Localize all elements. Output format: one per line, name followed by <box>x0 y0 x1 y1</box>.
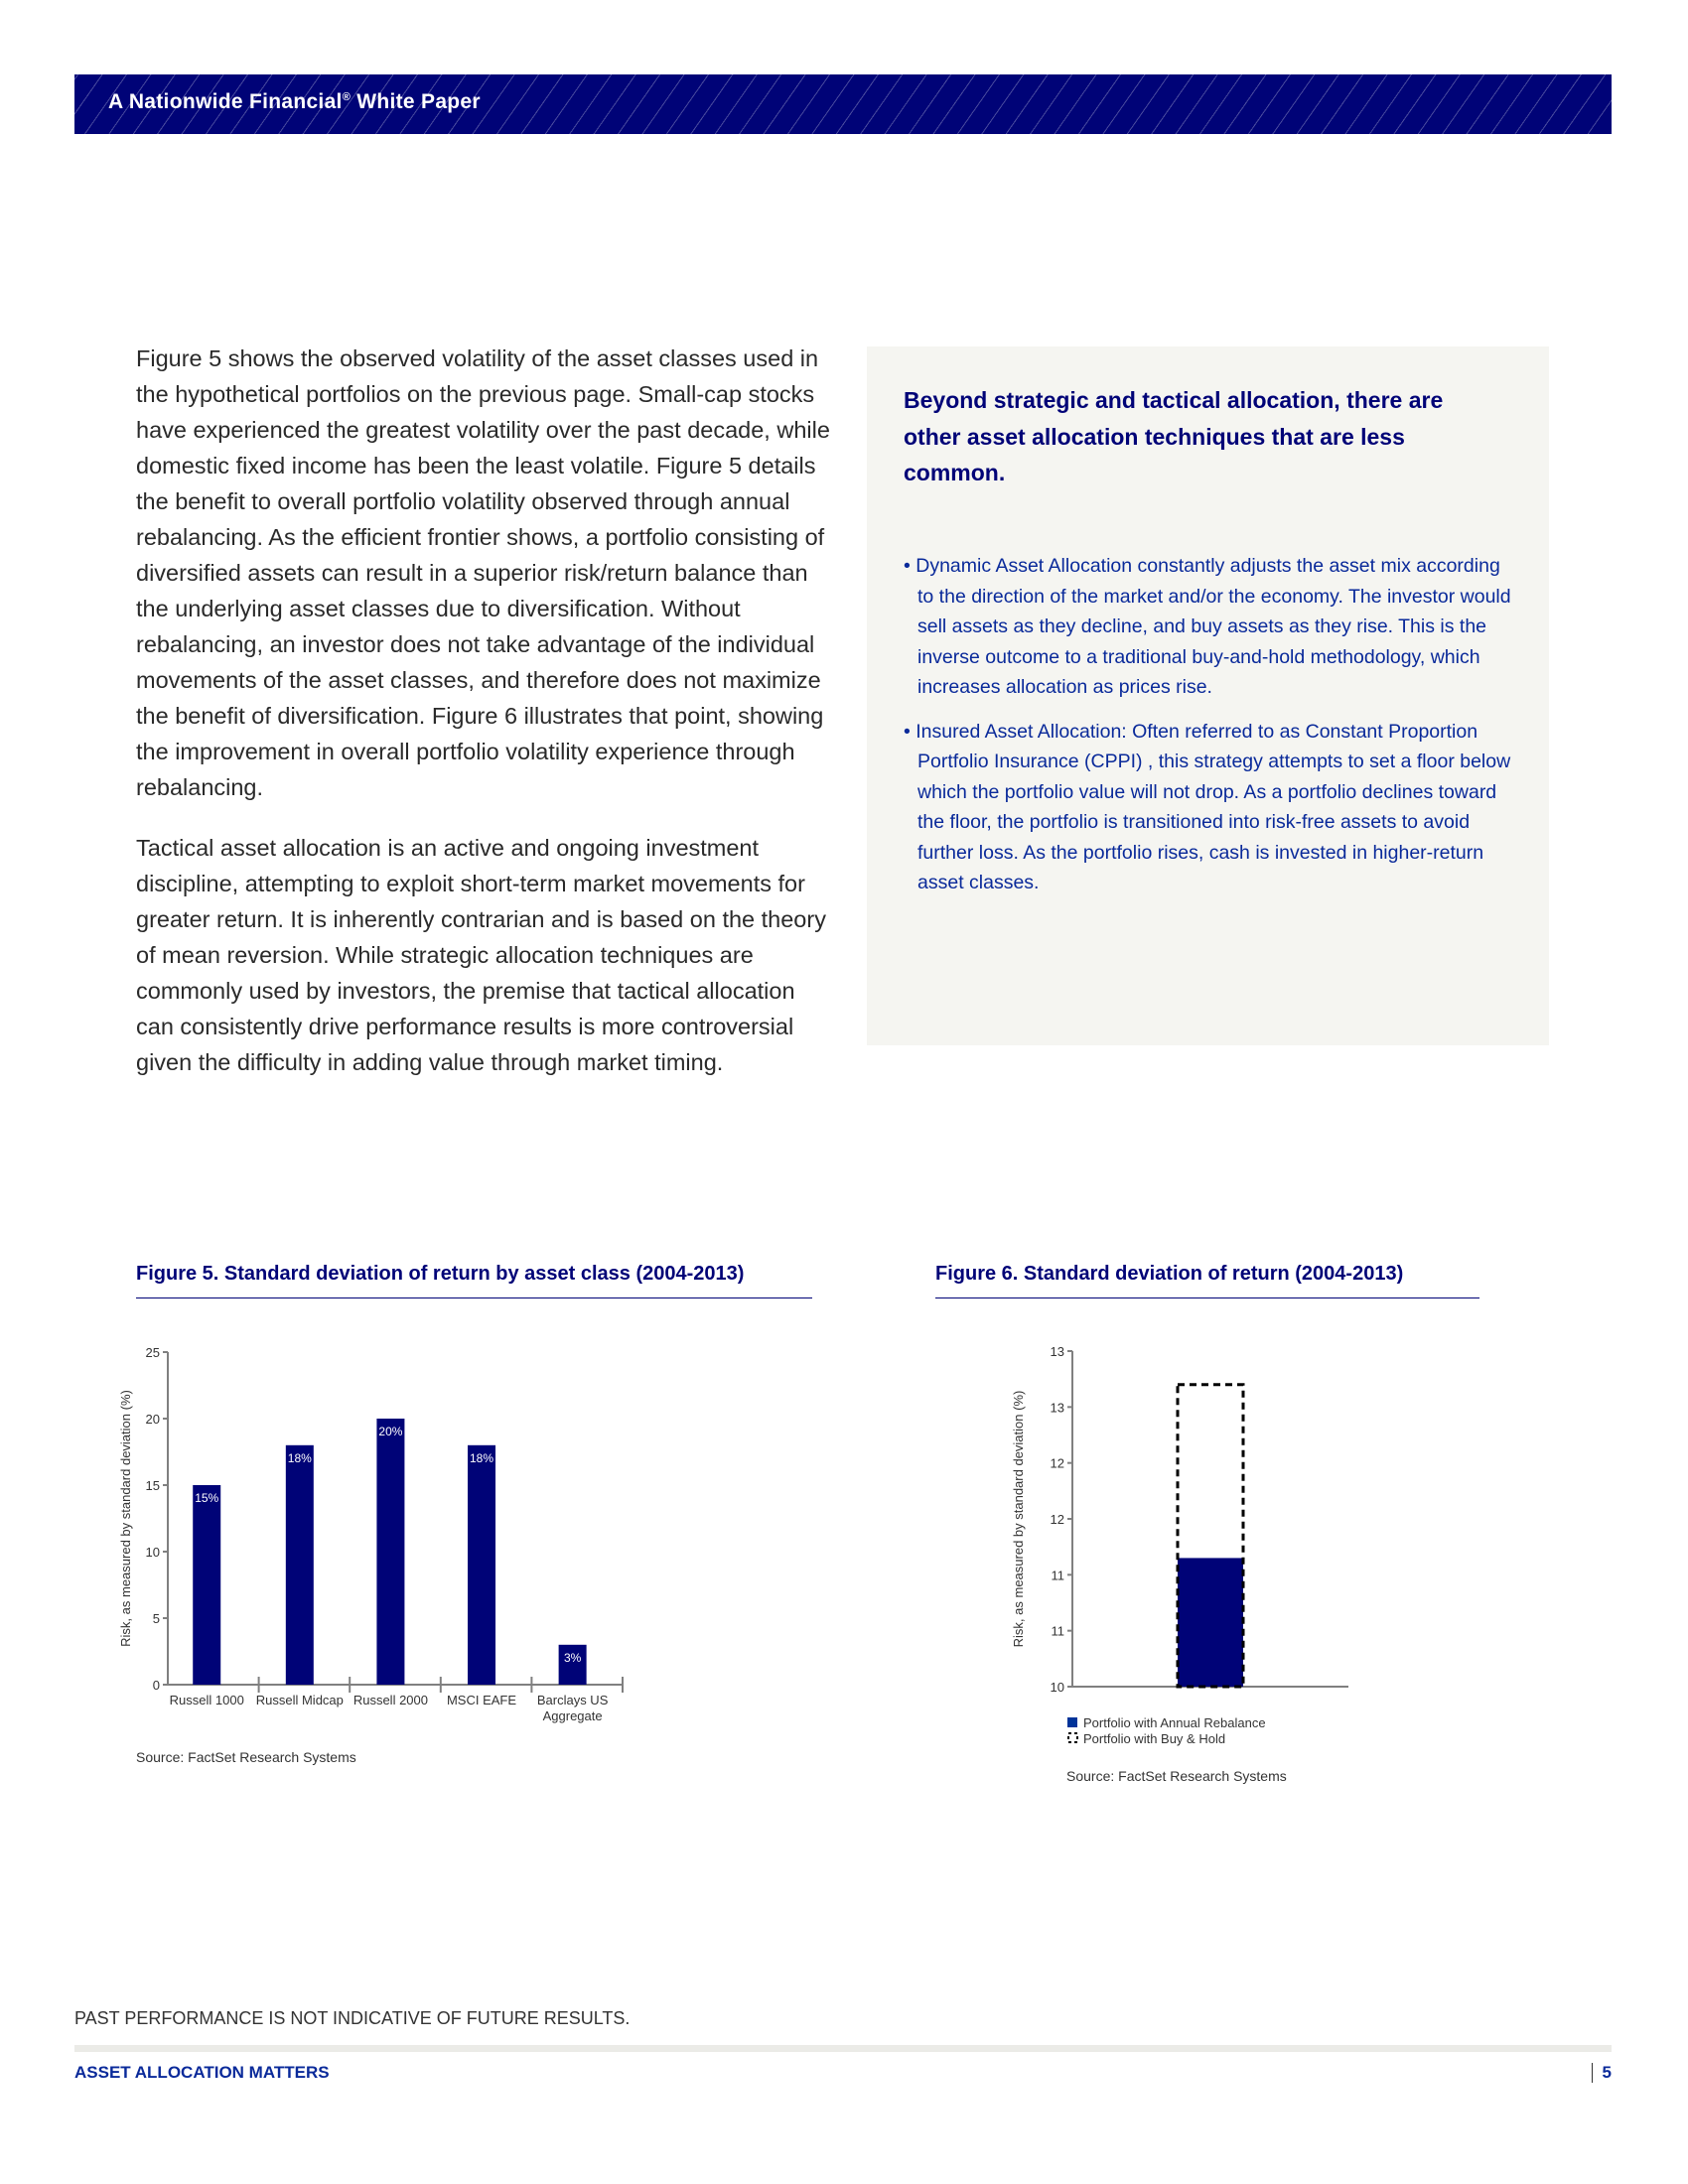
y-tick-label: 13 <box>1050 1344 1064 1359</box>
callout-heading: Beyond strategic and tactical allocation, there are other asset allocation techniques that are less common. <box>904 387 1444 485</box>
x-tick-label: MSCI EAFE <box>446 1693 517 1707</box>
y-tick-label: 10 <box>1050 1680 1064 1695</box>
bar <box>376 1419 404 1685</box>
legend-swatch-rebalance <box>1067 1717 1077 1727</box>
x-tick-label: Russell Midcap <box>255 1693 344 1707</box>
bar-data-label: 20% <box>378 1425 403 1438</box>
header-title-rest: White Paper <box>351 90 481 113</box>
footer-rule <box>74 2045 1612 2052</box>
y-tick-label: 13 <box>1050 1400 1064 1416</box>
bar <box>193 1485 220 1685</box>
y-tick-label: 20 <box>145 1412 160 1427</box>
bar-data-label: 18% <box>287 1450 312 1465</box>
header-title-main: A Nationwide Financial <box>108 90 343 113</box>
y-tick-label: 25 <box>145 1345 160 1360</box>
figure-6-source: Source: FactSet Research Systems <box>1066 1768 1287 1784</box>
list-item: • Dynamic Asset Allocation constantly adjusts the asset mix according to the direction of the market and/or the economy. The investor would sell assets as they decline, and buy assets as they rise. This is the inverse outcome to a traditional buy-and-hold methodology, which increases allocation as prices rise. <box>904 551 1519 703</box>
y-axis-label: Risk, as measured by standard deviation (%) <box>118 1390 133 1647</box>
y-tick-label: 10 <box>145 1545 160 1560</box>
bar-data-label: 15% <box>195 1491 219 1505</box>
y-tick-label: 11 <box>1051 1623 1064 1639</box>
x-tick-label: Russell 2000 <box>352 1693 428 1707</box>
paragraph: Figure 5 shows the observed volatility of the asset classes used in the hypothetical portfolios on the previous page. Small-cap stocks have experienced the greatest volatility over the past decade, while domestic fixed income has been the least volatile. Figure 5 details the benefit to overall portfolio volatility observed through annual rebalancing. As the efficient frontier shows, a portfolio consisting of diversified assets can result in a superior risk/return balance than the underlying asset classes due to diversification. Without rebalancing, an investor does not take advantage of the individual movements of the asset classes, and therefore does not maximize the benefit of diversification. Figure 6 illustrates that point, showing the improvement in overall portfolio volatility experience through rebalancing. <box>136 345 830 800</box>
x-tick-label: Aggregate <box>542 1708 603 1723</box>
footer-doc-title: ASSET ALLOCATION MATTERS <box>74 2063 330 2082</box>
x-tick-label: Barclays US <box>536 1693 609 1707</box>
y-tick-label: 11 <box>1051 1568 1064 1583</box>
disclaimer: PAST PERFORMANCE IS NOT INDICATIVE OF FUTURE RESULTS. <box>74 2008 631 2028</box>
legend-label: Portfolio with Annual Rebalance <box>1083 1715 1266 1730</box>
y-tick-label: 12 <box>1050 1455 1064 1471</box>
bar <box>286 1445 314 1685</box>
figure-5-source: Source: FactSet Research Systems <box>136 1749 356 1765</box>
bar-data-label: 3% <box>563 1650 582 1665</box>
bar <box>468 1445 495 1685</box>
figure-6-title: Figure 6. Standard deviation of return (2004-2013) <box>935 1263 1479 1298</box>
page-number: 5 <box>1592 2063 1612 2083</box>
legend-swatch-buy-hold <box>1068 1733 1077 1742</box>
registered-mark: ® <box>342 91 352 103</box>
y-tick-label: 15 <box>145 1478 160 1493</box>
x-tick-label: Russell 1000 <box>169 1693 244 1707</box>
y-axis-label: Risk, as measured by standard deviation (%) <box>1011 1390 1026 1648</box>
paragraph: Tactical asset allocation is an active and ongoing investment discipline, attempting to exploit short-term market movements for greater return. It is inherently contrarian and is based on the theory of mean reversion. While strategic allocation techniques are commonly used by investors, the premise that tactical allocation can consistently drive performance results is more controversial given the difficulty in adding value through market timing. <box>136 835 826 1075</box>
bar-data-label: 18% <box>470 1450 494 1465</box>
legend-label: Portfolio with Buy & Hold <box>1083 1731 1226 1746</box>
bar-annual-rebalance <box>1178 1558 1243 1687</box>
figure-5-title: Figure 5. Standard deviation of return by asset class (2004-2013) <box>136 1263 812 1298</box>
y-tick-label: 0 <box>152 1678 160 1693</box>
y-tick-label: 5 <box>152 1611 160 1626</box>
list-item: • Insured Asset Allocation: Often referred to as Constant Proportion Portfolio Insurance (CPPI) , this strategy attempts to set a floor below which the portfolio value will not drop. As a portfolio declines toward the floor, the portfolio is transitioned into risk-free assets to avoid further loss. As the portfolio rises, cash is invested in higher-return asset classes. <box>904 717 1519 898</box>
y-tick-label: 12 <box>1050 1512 1064 1527</box>
